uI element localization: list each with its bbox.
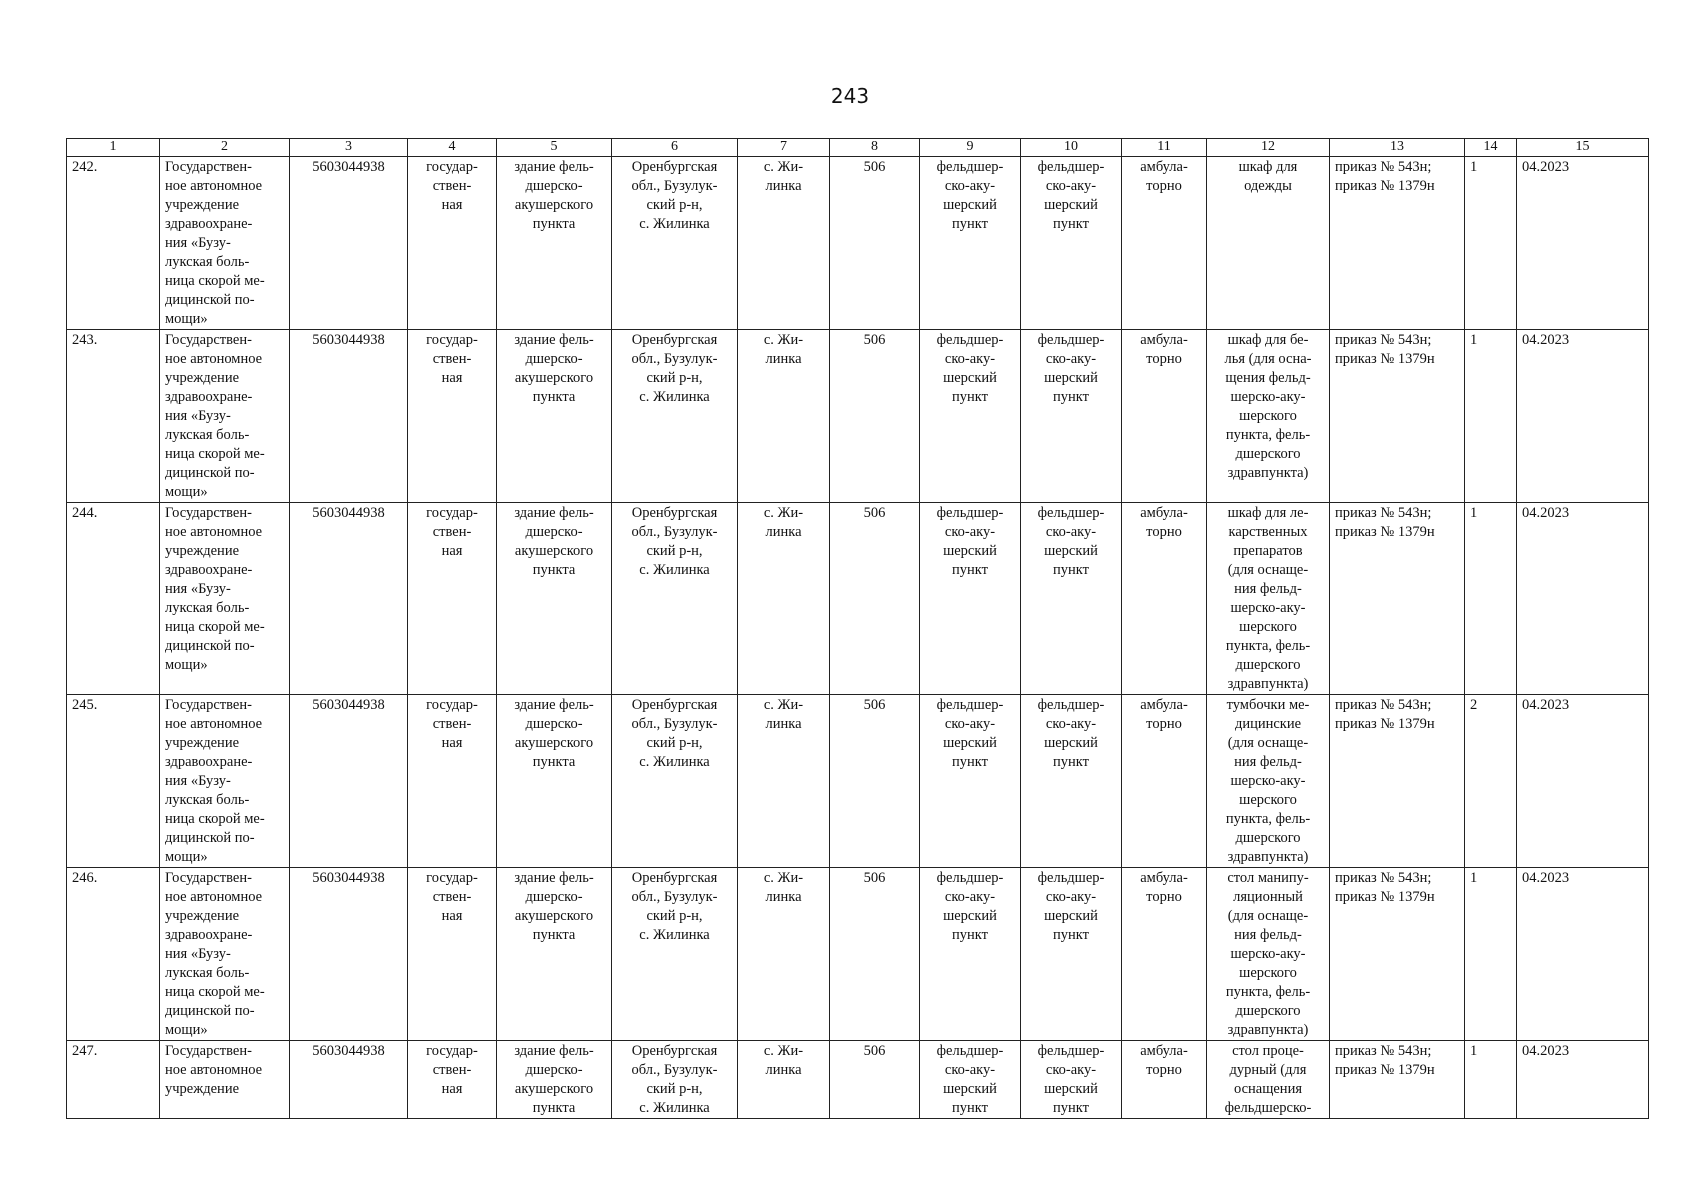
equipment-cell: шкаф для одежды	[1207, 157, 1330, 330]
unit-cell: фельдшер- ско-аку- шерский пункт	[920, 330, 1021, 503]
unit2-cell: фельдшер- ско-аку- шерский пункт	[1021, 330, 1122, 503]
equipment-cell: шкаф для бе- лья (для осна- щения фельд- шерско-аку- шерского пункта, фель- дшерского здравпункта)	[1207, 330, 1330, 503]
quantity-cell: 1	[1465, 868, 1517, 1041]
organization-cell: Государствен- ное автономное учреждение	[160, 1041, 290, 1119]
equipment-table	[66, 138, 1649, 1119]
column-header: 8	[830, 139, 920, 157]
date-cell: 04.2023	[1517, 157, 1649, 330]
column-header: 15	[1517, 139, 1649, 157]
code-cell: 506	[830, 330, 920, 503]
unit-cell: фельдшер- ско-аку- шерский пункт	[920, 503, 1021, 695]
row-number: 242.	[67, 157, 160, 330]
care-type-cell: амбула- торно	[1122, 695, 1207, 868]
care-type-cell: амбула- торно	[1122, 503, 1207, 695]
quantity-cell: 1	[1465, 503, 1517, 695]
quantity-cell: 1	[1465, 1041, 1517, 1119]
care-type-cell: амбула- торно	[1122, 1041, 1207, 1119]
care-type-cell: амбула- торно	[1122, 330, 1207, 503]
locality-cell: с. Жи- линка	[738, 868, 830, 1041]
locality-cell: с. Жи- линка	[738, 503, 830, 695]
care-type-cell: амбула- торно	[1122, 157, 1207, 330]
address-cell: Оренбургская обл., Бузулук- ский р-н, с. Жилинка	[612, 157, 738, 330]
ownership-cell: государ- ствен- ная	[408, 503, 497, 695]
page-number: 243	[830, 84, 870, 108]
order-cell: приказ № 543н; приказ № 1379н	[1330, 1041, 1465, 1119]
column-header: 7	[738, 139, 830, 157]
ownership-cell: государ- ствен- ная	[408, 1041, 497, 1119]
ownership-cell: государ- ствен- ная	[408, 157, 497, 330]
quantity-cell: 1	[1465, 330, 1517, 503]
locality-cell: с. Жи- линка	[738, 1041, 830, 1119]
locality-cell: с. Жи- линка	[738, 695, 830, 868]
table-row	[67, 695, 1649, 868]
order-cell: приказ № 543н; приказ № 1379н	[1330, 503, 1465, 695]
ownership-cell: государ- ствен- ная	[408, 868, 497, 1041]
organization-cell: Государствен- ное автономное учреждение здравоохране- ния «Бузу- лукская боль- ница скорой ме- дицинской по- мощи»	[160, 330, 290, 503]
inn-cell: 5603044938	[290, 503, 408, 695]
order-cell: приказ № 543н; приказ № 1379н	[1330, 868, 1465, 1041]
unit-cell: фельдшер- ско-аку- шерский пункт	[920, 695, 1021, 868]
organization-cell: Государствен- ное автономное учреждение здравоохране- ния «Бузу- лукская боль- ница скорой ме- дицинской по- мощи»	[160, 503, 290, 695]
code-cell: 506	[830, 503, 920, 695]
equipment-cell: стол манипу- ляционный (для оснаще- ния фельд- шерско-аку- шерского пункта, фель- дшерского здравпункта)	[1207, 868, 1330, 1041]
ownership-cell: государ- ствен- ная	[408, 330, 497, 503]
date-cell: 04.2023	[1517, 695, 1649, 868]
inn-cell: 5603044938	[290, 868, 408, 1041]
column-header: 11	[1122, 139, 1207, 157]
care-type-cell: амбула- торно	[1122, 868, 1207, 1041]
row-number: 245.	[67, 695, 160, 868]
inn-cell: 5603044938	[290, 695, 408, 868]
code-cell: 506	[830, 1041, 920, 1119]
column-header: 2	[160, 139, 290, 157]
unit2-cell: фельдшер- ско-аку- шерский пункт	[1021, 1041, 1122, 1119]
column-header: 6	[612, 139, 738, 157]
column-header: 9	[920, 139, 1021, 157]
column-header: 14	[1465, 139, 1517, 157]
unit2-cell: фельдшер- ско-аку- шерский пункт	[1021, 157, 1122, 330]
date-cell: 04.2023	[1517, 503, 1649, 695]
address-cell: Оренбургская обл., Бузулук- ский р-н, с. Жилинка	[612, 695, 738, 868]
date-cell: 04.2023	[1517, 1041, 1649, 1119]
code-cell: 506	[830, 157, 920, 330]
quantity-cell: 1	[1465, 157, 1517, 330]
address-cell: Оренбургская обл., Бузулук- ский р-н, с. Жилинка	[612, 330, 738, 503]
locality-cell: с. Жи- линка	[738, 330, 830, 503]
column-header: 10	[1021, 139, 1122, 157]
row-number: 244.	[67, 503, 160, 695]
inn-cell: 5603044938	[290, 157, 408, 330]
row-number: 246.	[67, 868, 160, 1041]
organization-cell: Государствен- ное автономное учреждение здравоохране- ния «Бузу- лукская боль- ница скорой ме- дицинской по- мощи»	[160, 157, 290, 330]
equipment-cell: тумбочки ме- дицинские (для оснаще- ния фельд- шерско-аку- шерского пункта, фель- дшерского здравпункта)	[1207, 695, 1330, 868]
column-header: 5	[497, 139, 612, 157]
locality-cell: с. Жи- линка	[738, 157, 830, 330]
order-cell: приказ № 543н; приказ № 1379н	[1330, 157, 1465, 330]
building-cell: здание фель- дшерско- акушерского пункта	[497, 868, 612, 1041]
column-header: 3	[290, 139, 408, 157]
building-cell: здание фель- дшерско- акушерского пункта	[497, 695, 612, 868]
table-row	[67, 330, 1649, 503]
building-cell: здание фель- дшерско- акушерского пункта	[497, 157, 612, 330]
order-cell: приказ № 543н; приказ № 1379н	[1330, 330, 1465, 503]
equipment-cell: стол проце- дурный (для оснащения фельдшерско-	[1207, 1041, 1330, 1119]
quantity-cell: 2	[1465, 695, 1517, 868]
address-cell: Оренбургская обл., Бузулук- ский р-н, с. Жилинка	[612, 868, 738, 1041]
column-header: 13	[1330, 139, 1465, 157]
table-row	[67, 157, 1649, 330]
unit-cell: фельдшер- ско-аку- шерский пункт	[920, 1041, 1021, 1119]
unit2-cell: фельдшер- ско-аку- шерский пункт	[1021, 695, 1122, 868]
order-cell: приказ № 543н; приказ № 1379н	[1330, 695, 1465, 868]
inn-cell: 5603044938	[290, 330, 408, 503]
unit2-cell: фельдшер- ско-аку- шерский пункт	[1021, 868, 1122, 1041]
table-row	[67, 868, 1649, 1041]
table-row	[67, 1041, 1649, 1119]
column-number-row	[67, 139, 1649, 157]
date-cell: 04.2023	[1517, 330, 1649, 503]
code-cell: 506	[830, 695, 920, 868]
building-cell: здание фель- дшерско- акушерского пункта	[497, 1041, 612, 1119]
unit2-cell: фельдшер- ско-аку- шерский пункт	[1021, 503, 1122, 695]
address-cell: Оренбургская обл., Бузулук- ский р-н, с. Жилинка	[612, 503, 738, 695]
table-row	[67, 503, 1649, 695]
organization-cell: Государствен- ное автономное учреждение здравоохране- ния «Бузу- лукская боль- ница скорой ме- дицинской по- мощи»	[160, 695, 290, 868]
ownership-cell: государ- ствен- ная	[408, 695, 497, 868]
building-cell: здание фель- дшерско- акушерского пункта	[497, 330, 612, 503]
code-cell: 506	[830, 868, 920, 1041]
unit-cell: фельдшер- ско-аку- шерский пункт	[920, 157, 1021, 330]
unit-cell: фельдшер- ско-аку- шерский пункт	[920, 868, 1021, 1041]
building-cell: здание фель- дшерско- акушерского пункта	[497, 503, 612, 695]
column-header: 4	[408, 139, 497, 157]
row-number: 243.	[67, 330, 160, 503]
inn-cell: 5603044938	[290, 1041, 408, 1119]
address-cell: Оренбургская обл., Бузулук- ский р-н, с. Жилинка	[612, 1041, 738, 1119]
equipment-cell: шкаф для ле- карственных препаратов (для оснаще- ния фельд- шерско-аку- шерского пункта, фель- дшерского здравпункта)	[1207, 503, 1330, 695]
row-number: 247.	[67, 1041, 160, 1119]
organization-cell: Государствен- ное автономное учреждение здравоохране- ния «Бузу- лукская боль- ница скорой ме- дицинской по- мощи»	[160, 868, 290, 1041]
column-header: 1	[67, 139, 160, 157]
column-header: 12	[1207, 139, 1330, 157]
date-cell: 04.2023	[1517, 868, 1649, 1041]
